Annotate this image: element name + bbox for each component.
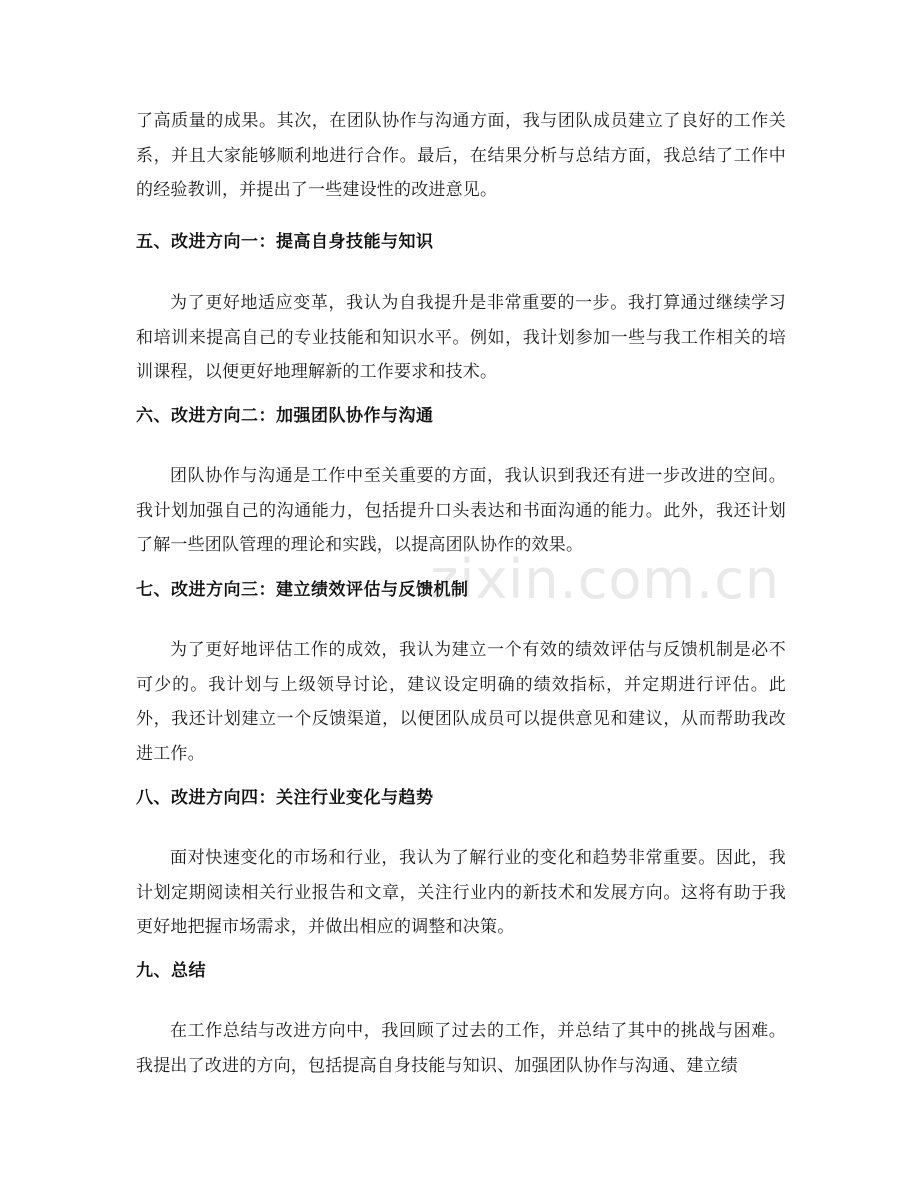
section-8-paragraph: 面对快速变化的市场和行业，我认为了解行业的变化和趋势非常重要。因此，我计划定期阅读相关行业报告和文章，关注行业内的新技术和发展方向。这将有助于我更好地把握市场需求，并做出相应的调整和决策。 xyxy=(136,848,786,937)
section-9-paragraph: 在工作总结与改进方向中，我回顾了过去的工作，并总结了其中的挑战与困难。我提出了改进的方向，包括提高自身技能与知识、加强团队协作与沟通、建立绩 xyxy=(136,1021,786,1076)
section-5-paragraph: 为了更好地适应变革，我认为自我提升是非常重要的一步。我打算通过继续学习和培训来提高自己的专业技能和知识水平。例如，我计划参加一些与我工作相关的培训课程，以便更好地理解新的工作要求和技术。 xyxy=(136,293,786,382)
section-6-heading: 六、改进方向二：加强团队协作与沟通 xyxy=(136,406,434,426)
section-8-heading: 八、改进方向四：关注行业变化与趋势 xyxy=(136,788,434,808)
section-9-heading: 九、总结 xyxy=(136,961,206,981)
watermark: zixin.com.cn xyxy=(430,548,781,611)
section-5-heading: 五、改进方向一：提高自身技能与知识 xyxy=(136,232,434,252)
section-6-paragraph: 团队协作与沟通是工作中至关重要的方面，我认识到我还有进一步改进的空间。我计划加强自己的沟通能力，包括提升口头表达和书面沟通的能力。此外，我还计划了解一些团队管理的理论和实践，以提高团队协作的效果。 xyxy=(136,466,786,555)
section-7-paragraph: 为了更好地评估工作的成效，我认为建立一个有效的绩效评估与反馈机制是必不可少的。我计划与上级领导讨论，建议设定明确的绩效指标，并定期进行评估。此外，我还计划建立一个反馈渠道，以便团队成员可以提供意见和建议，从而帮助我改进工作。 xyxy=(136,640,786,764)
section-7-heading: 七、改进方向三：建立绩效评估与反馈机制 xyxy=(136,580,469,600)
intro-paragraph: 了高质量的成果。其次，在团队协作与沟通方面，我与团队成员建立了良好的工作关系，并且大家能够顺利地进行合作。最后，在结果分析与总结方面，我总结了工作中的经验教训，并提出了一些建设性的改进意见。 xyxy=(136,111,786,200)
